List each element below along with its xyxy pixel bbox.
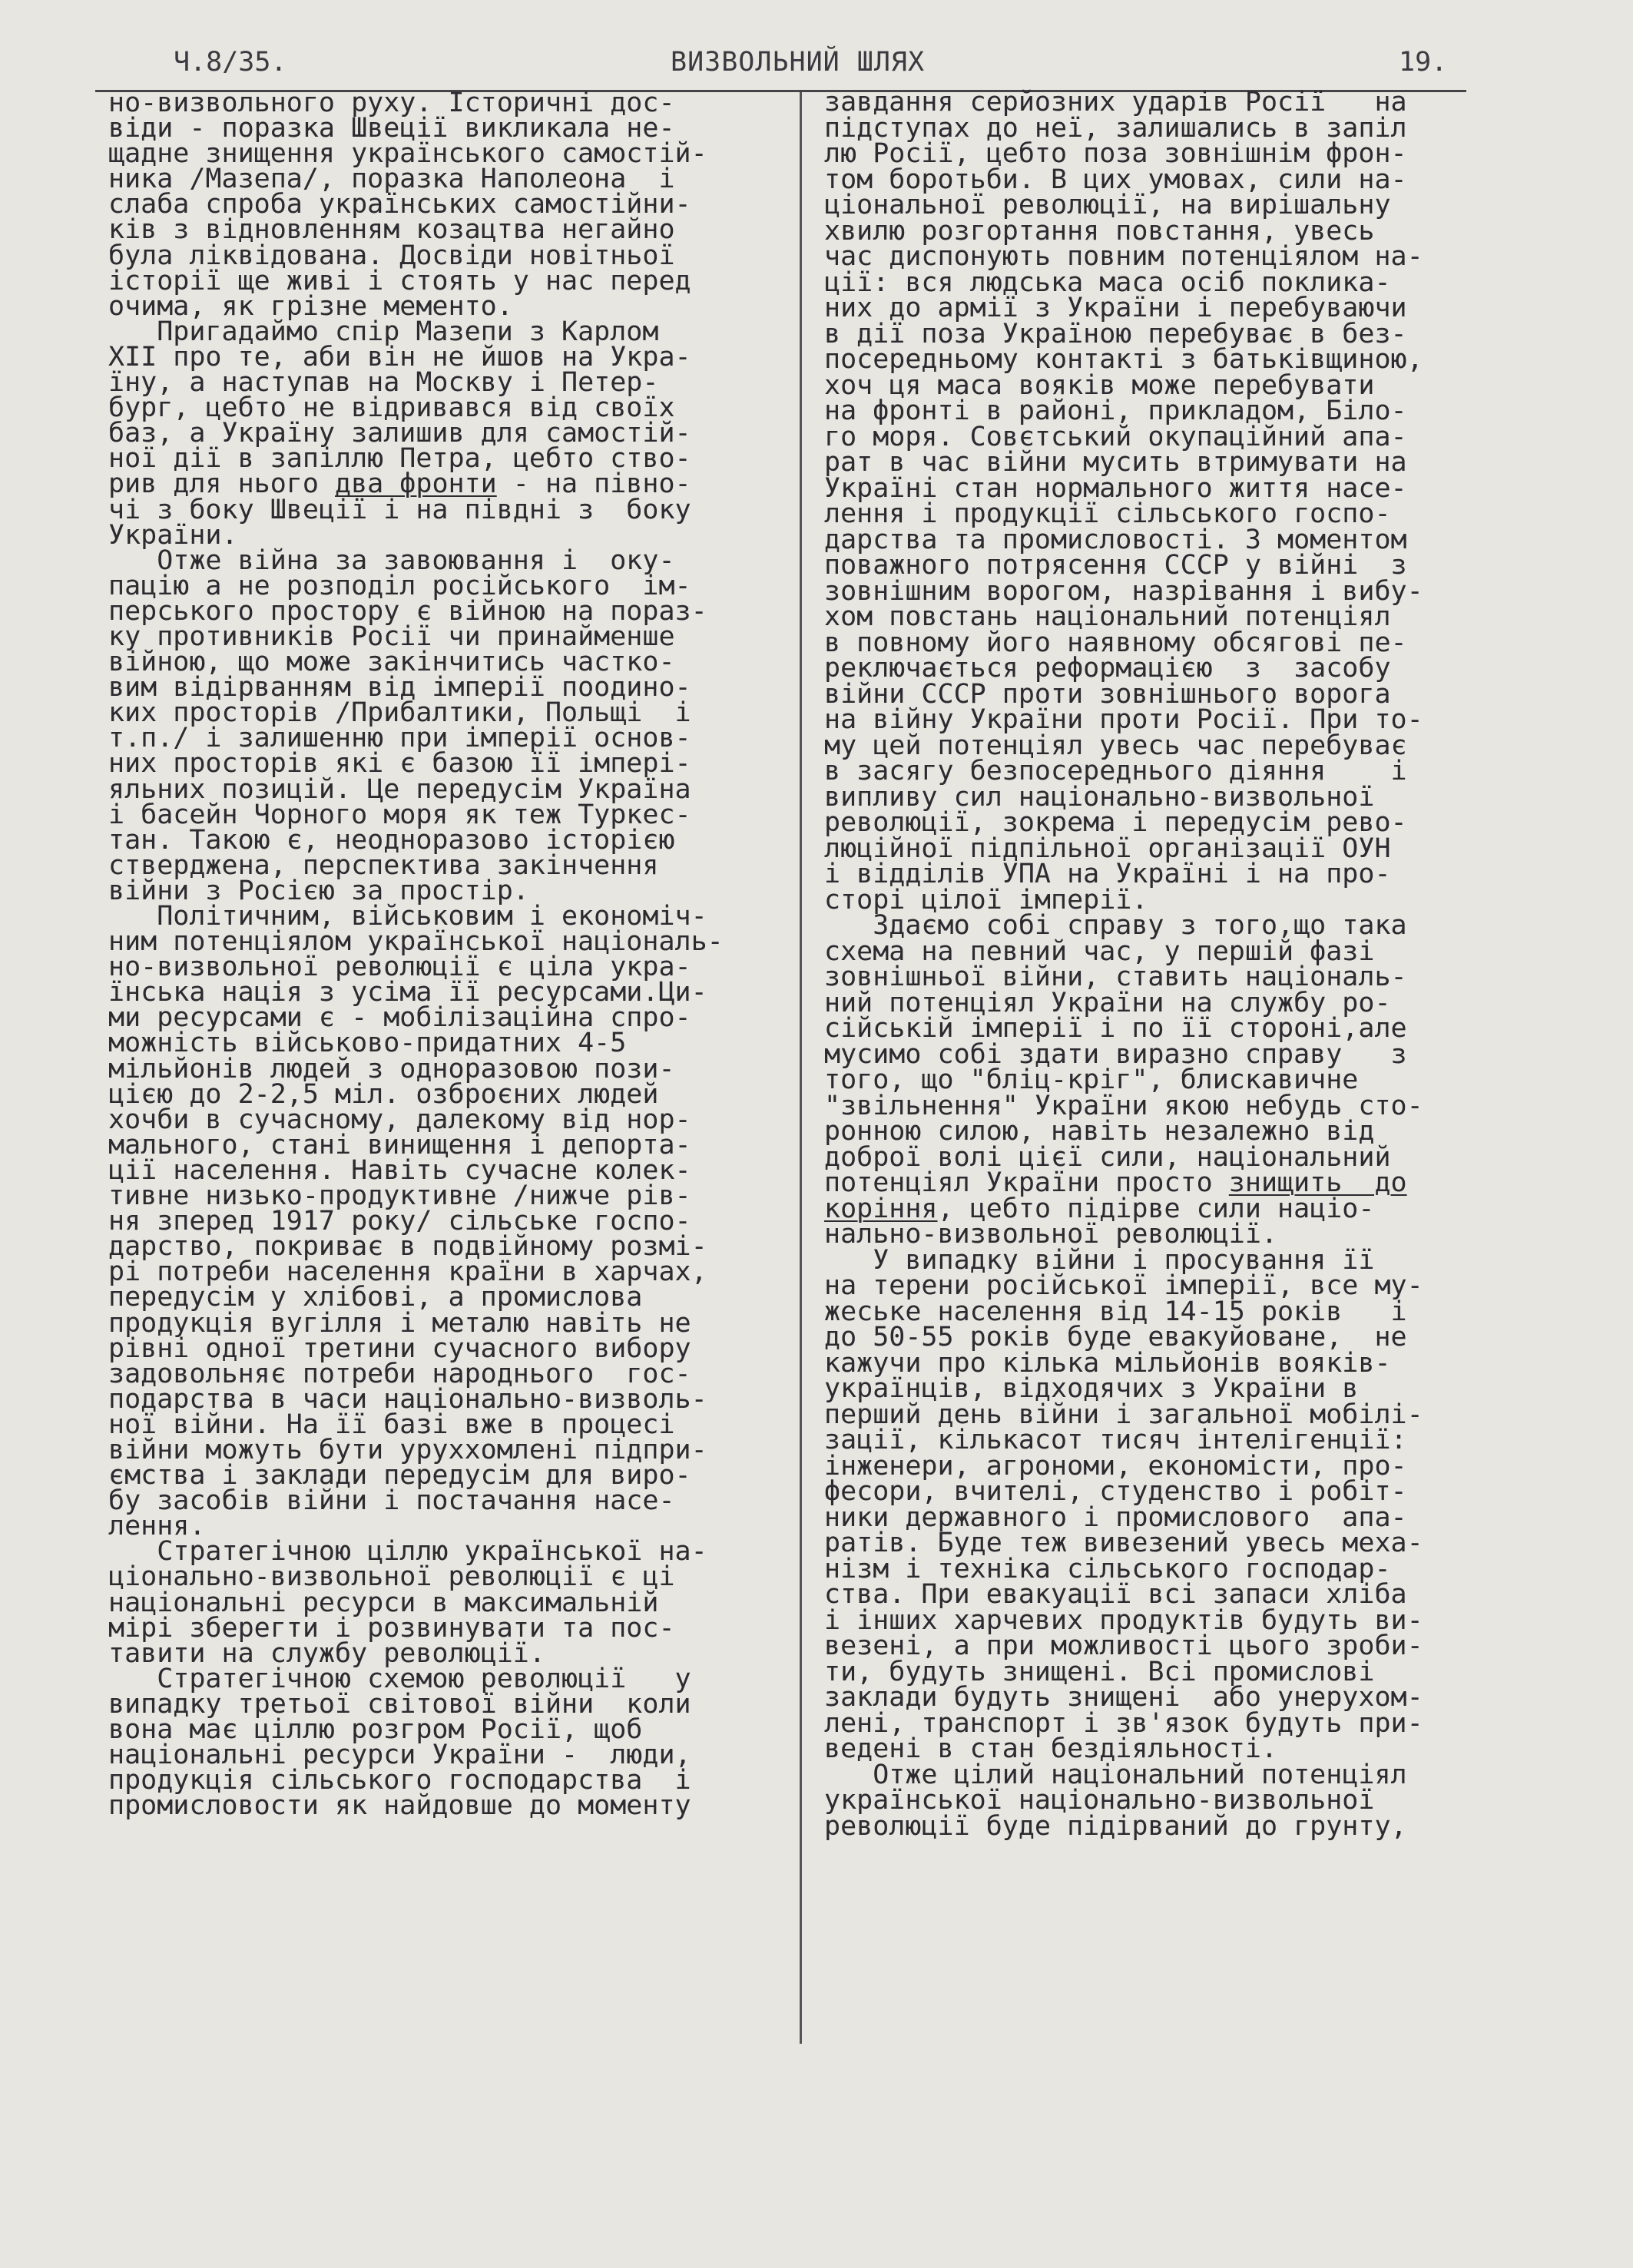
- text-line: ника /Мазепа/, поразка Наполеона і: [108, 164, 675, 195]
- text-line: зовнішньої війни, ставить національ-: [824, 962, 1407, 992]
- text-line: очима, як грізне мементо.: [108, 290, 513, 322]
- text-line: їнська нація з усіма її ресурсами.Ци-: [108, 977, 707, 1008]
- text-line: ми ресурсами є - мобілізаційна спро-: [108, 1002, 691, 1034]
- text-line: випадку третьої світової війни коли: [108, 1688, 691, 1720]
- text-line: них до армії з України і перебуваючи: [824, 293, 1407, 323]
- text-line: їну, а наступав на Москву і Петер-: [108, 367, 659, 399]
- text-line: випливу сил національно-визвольної: [824, 781, 1375, 813]
- text-line: люційної підпільної організації ОУН: [824, 833, 1391, 864]
- text-line: Політичним, військовим і економіч-: [108, 901, 707, 932]
- text-line: бу засобів війни і постачання насе-: [108, 1485, 675, 1517]
- text-line: війни з Росією за простір.: [108, 875, 529, 906]
- text-line: хом повстань національний потенціял: [824, 601, 1391, 632]
- text-line: ціонально-визвольної революції є ці: [108, 1561, 675, 1593]
- text-line: ких просторів /Прибалтики, Польщі і: [108, 697, 691, 729]
- text-line: но-визвольного руху. Історичні дос-: [108, 88, 675, 118]
- text-line: на терени російської імперії, все му-: [824, 1270, 1423, 1301]
- text-line: ку противників Росії чи принайменше: [108, 621, 675, 652]
- text-line: ної війни. На її базі вже в процесі: [108, 1409, 675, 1440]
- text-line: національні ресурси України - люди,: [108, 1740, 691, 1771]
- text-line: історії ще живі і стоять у нас перед: [108, 265, 691, 296]
- text-line: зації, кількасот тисяч інтелігенції:: [824, 1425, 1407, 1455]
- text-line: в засягу безпосереднього діяння і: [824, 756, 1407, 786]
- text-line: сторі цілої імперії.: [824, 884, 1148, 915]
- text-line: революції буде підірваний до грунту,: [824, 1810, 1407, 1842]
- text-line: мусимо собі здати виразно справу з: [824, 1038, 1407, 1070]
- text-line: мального, стані винищення і депорта-: [108, 1129, 691, 1160]
- text-line: рівні одної третини сучасного вибору: [108, 1333, 691, 1364]
- text-line: везені, а при можливості цього зроби-: [824, 1631, 1423, 1661]
- text-line: лені, транспорт і зв'язок будуть при-: [824, 1707, 1423, 1739]
- text-line: нізм і техніка сільського господар-: [824, 1553, 1391, 1584]
- text-line: ти, будуть знищені. Всі промислові: [824, 1656, 1375, 1687]
- text-line: ники державного і промислового апа-: [824, 1502, 1407, 1533]
- text-line: перший день війни і загальної мобілі-: [824, 1399, 1423, 1430]
- text-line: вона має ціллю розгром Росії, щоб: [108, 1714, 643, 1745]
- text-line: час диспонують повним потенціялом на-: [824, 241, 1423, 272]
- text-line: цією до 2-2,5 міл. озброєних людей: [108, 1078, 659, 1110]
- text-line: завдання серйозних ударів Росії на: [824, 87, 1407, 118]
- text-line: ємства і заклади передусім для виро-: [108, 1460, 691, 1492]
- text-line: том боротьби. В цих умовах, сили на-: [824, 164, 1407, 195]
- text-line: ведені в стан бездіяльності.: [824, 1733, 1278, 1764]
- text-line: лення і продукції сільського госпо-: [824, 498, 1391, 529]
- right-text-column: [824, 87, 1423, 1842]
- journal-title: ВИЗВОЛЬНИЙ ШЛЯХ: [671, 47, 926, 78]
- issue-number: Ч.8/35.: [174, 47, 287, 78]
- text-line: потенціял України просто знищить до: [824, 1167, 1407, 1198]
- text-line: У випадку війни і просування її: [824, 1244, 1375, 1276]
- text-line: на війну України проти Росії. При то-: [824, 704, 1423, 735]
- text-line: можність військово-придатних 4-5: [108, 1028, 627, 1059]
- text-line: фесори, вчителі, студенство і робіт-: [824, 1476, 1407, 1507]
- text-line: продукція вугілля і металю навіть не: [108, 1307, 691, 1339]
- text-line: мірі зберегти і розвинувати та пос-: [108, 1612, 675, 1644]
- text-line: і відділів УПА на Україні і на про-: [824, 859, 1391, 889]
- text-line: тавити на службу революції.: [108, 1637, 545, 1669]
- text-line: вим відірванням від імперії поодино-: [108, 672, 691, 704]
- text-line: бург, цебто не відривався від своїх: [108, 392, 675, 424]
- text-line: зовнішним ворогом, назрівання і вибу-: [824, 575, 1423, 607]
- text-line: війни СССР проти зовнішнього ворога: [824, 678, 1391, 710]
- page-number: 19.: [1399, 47, 1448, 78]
- text-line: ня зперед 1917 року/ сільське госпо-: [108, 1206, 691, 1237]
- text-line: хвилю розгортання повстання, увесь: [824, 215, 1375, 247]
- text-line: в дії поза Україною перебуває в без-: [824, 318, 1407, 349]
- text-line: задовольняє потреби народнього гос-: [108, 1358, 691, 1389]
- text-line: дарство, покриває в подвійному розмі-: [108, 1231, 707, 1263]
- text-line: передусім у хлібові, а промислова: [108, 1282, 643, 1313]
- text-line: стверджена, перспектива закінчення: [108, 849, 659, 881]
- text-line: ної дії в запіллю Петра, цебто ство-: [108, 443, 691, 475]
- text-line: рив для нього два фронти - на півно-: [108, 468, 691, 500]
- text-line: Пригадаймо спір Мазепи з Карлом: [108, 316, 659, 347]
- text-line: мільйонів людей з одноразовою пози-: [108, 1053, 675, 1084]
- text-line: сійській імперії і по її стороні,але: [824, 1013, 1407, 1044]
- text-line: на фронті в районі, прикладом, Біло-: [824, 396, 1407, 426]
- text-line: жеське населення від 14-15 років і: [824, 1296, 1407, 1327]
- text-line: перського простору є війною на пораз-: [108, 595, 707, 627]
- text-line: лю Росії, цебто поза зовнішнім фрон-: [824, 138, 1407, 169]
- text-line: Здаємо собі справу з того,що така: [824, 910, 1407, 941]
- text-line: Отже цілий національний потенціял: [824, 1759, 1407, 1790]
- text-line: кажучи про кілька мільйонів вояків-: [824, 1347, 1391, 1379]
- text-line: в повному його наявному обсягові пе-: [824, 627, 1407, 658]
- text-line: нально-визвольної революції.: [824, 1219, 1278, 1250]
- page-header: [0, 45, 1633, 80]
- text-line: му цей потенціял увесь час перебуває: [824, 730, 1407, 761]
- text-line: продукція сільського господарства і: [108, 1765, 691, 1796]
- text-line: слаба спроба українських самостійни-: [108, 189, 691, 220]
- text-line: доброї волі цієї сили, національний: [824, 1141, 1391, 1173]
- text-line: ронною силою, навіть незалежно від: [824, 1116, 1375, 1147]
- text-line: схема на певний час, у першій фазі: [824, 935, 1375, 967]
- text-line: Отже війна за завоювання і оку-: [108, 545, 675, 576]
- text-line: підступах до неї, залишались в запіл: [824, 112, 1407, 144]
- text-line: поважного потрясення СССР у війні з: [824, 550, 1407, 581]
- text-line: Стратегічною схемою революції у: [108, 1663, 691, 1694]
- text-line: заклади будуть знищені або унерухом-: [824, 1682, 1423, 1713]
- text-line: до 50-55 років буде евакуйоване, не: [824, 1322, 1407, 1353]
- text-line: Україні стан нормального життя насе-: [824, 472, 1407, 504]
- text-line: посередньому контакті з батьківщиною,: [824, 344, 1423, 375]
- text-line: того, що "бліц-кріг", блискавичне: [824, 1064, 1359, 1095]
- text-line: "звільнення" України якою небудь сто-: [824, 1090, 1423, 1121]
- text-line: го моря. Совєтський окупаційний апа-: [824, 421, 1407, 452]
- text-line: хоч ця маса вояків може перебувати: [824, 369, 1375, 401]
- text-line: ків з відновленням козацтва негайно: [108, 214, 675, 246]
- text-line: рат в час війни мусить втримувати на: [824, 447, 1407, 478]
- text-line: рі потреби населення країни в харчах,: [108, 1257, 707, 1288]
- text-line: ції: вся людська маса осіб поклика-: [824, 267, 1391, 298]
- text-line: війни можуть бути уруххомлені підпри-: [108, 1434, 707, 1465]
- text-line: т.п./ і залишенню при імперії основ-: [108, 723, 691, 754]
- text-line: ції населення. Навіть сучасне колек-: [108, 1154, 691, 1186]
- text-line: ний потенціял України на службу ро-: [824, 987, 1391, 1018]
- text-line: тивне низько-продуктивне /нижче рів-: [108, 1180, 691, 1212]
- text-line: ціональної революції, на вирішальну: [824, 190, 1391, 220]
- text-line: революції, зокрема і передусім рево-: [824, 807, 1407, 838]
- text-line: віди - поразка Швеції викликала не-: [108, 113, 675, 144]
- text-line: ратів. Буде теж вивезений увесь меха-: [824, 1528, 1423, 1558]
- text-line: лення.: [108, 1511, 206, 1542]
- text-line: і інших харчевих продуктів будуть ви-: [824, 1604, 1423, 1636]
- text-line: України.: [108, 519, 238, 551]
- text-line: баз, а Україну залишив для самостій-: [108, 418, 691, 449]
- text-line: чі з боку Швеції і на півдні з боку: [108, 494, 691, 525]
- text-line: української національно-визвольної: [824, 1785, 1375, 1816]
- text-line: щадне знищення українського самостій-: [108, 138, 707, 170]
- text-line: реключається реформацією з засобу: [824, 653, 1391, 684]
- text-line: пацію а не розподіл російського ім-: [108, 570, 691, 601]
- column-divider: [800, 92, 802, 2044]
- text-line: коріння, цебто підірве сили націо-: [824, 1193, 1375, 1224]
- text-line: дарства та промисловості. З моментом: [824, 524, 1407, 555]
- text-line: промисловости як найдовше до моменту: [108, 1790, 691, 1822]
- text-line: війною, що може закінчитись частко-: [108, 647, 675, 678]
- text-line: і басейн Чорного моря як теж Туркес-: [108, 799, 691, 830]
- text-line: XII про те, аби він не йшов на Укра-: [108, 341, 691, 372]
- text-line: Стратегічною ціллю української на-: [108, 1536, 707, 1568]
- text-line: хочби в сучасному, далекому від нор-: [108, 1104, 691, 1135]
- text-line: ства. При евакуації всі запаси хліба: [824, 1579, 1407, 1610]
- text-line: яльних позицій. Це передусім Україна: [108, 773, 691, 805]
- text-line: но-визвольної революції є ціла укра-: [108, 952, 691, 983]
- text-line: інженери, агрономи, економісти, про-: [824, 1450, 1407, 1482]
- text-line: ним потенціялом української національ-: [108, 926, 724, 958]
- left-text-column: [108, 88, 724, 1822]
- text-line: подарства в часи національно-визволь-: [108, 1383, 707, 1415]
- text-line: них просторів які є базою її імпері-: [108, 748, 691, 780]
- text-line: національні ресурси в максимальній: [108, 1587, 659, 1618]
- text-line: українців, відходячих з України в: [824, 1373, 1359, 1404]
- text-line: була ліквідована. Досвіди новітньої: [108, 240, 675, 271]
- text-line: тан. Такою є, неодноразово історією: [108, 824, 675, 856]
